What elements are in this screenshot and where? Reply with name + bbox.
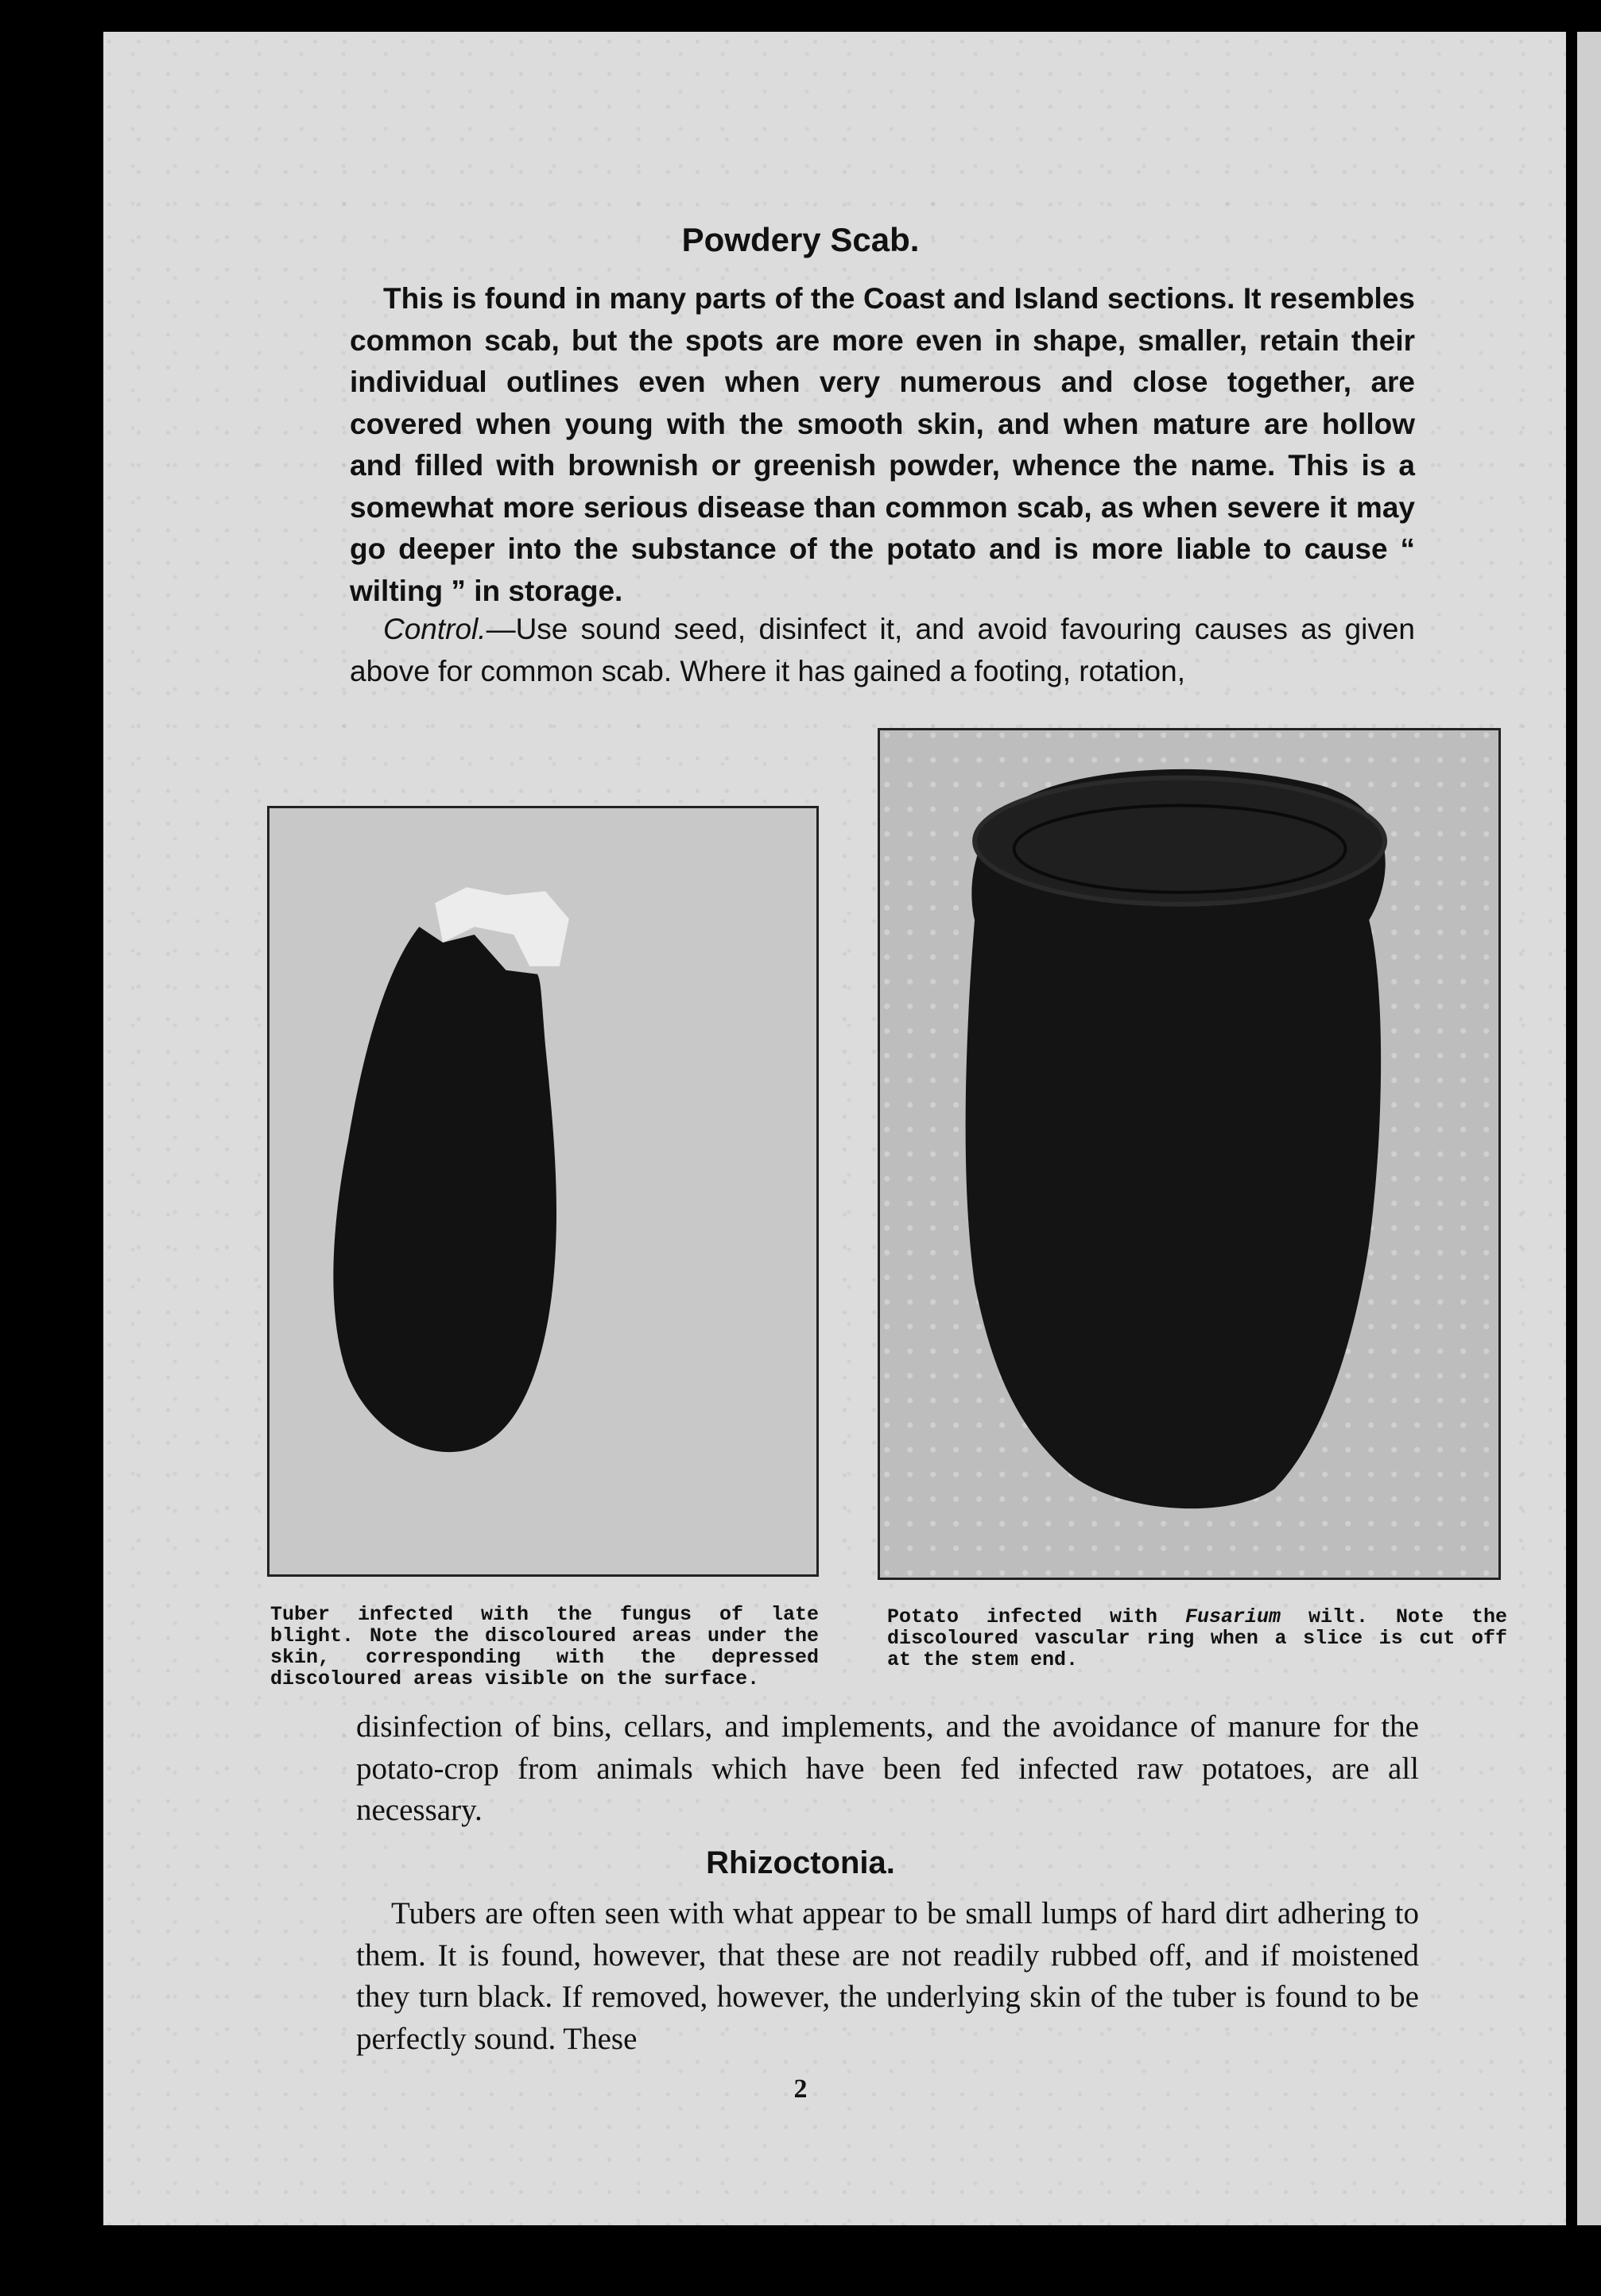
heading-rhizoctonia: Rhizoctonia. [706,1845,895,1880]
tuber-image [269,808,816,1574]
caption-fusarium-start: Potato infected with [887,1605,1185,1628]
caption-late-blight: Tuber infected with the fungus of late blight. Note the discoloured areas under the skin, corresponding with the depressed discoloured areas visible on the surface. [270,1603,819,1690]
control-label: Control. [383,613,487,645]
paragraph-rhizoctonia-description: Tubers are often seen with what appear to be small lumps of hard dirt adhering to them. It is found, however, that these are not readily rubbed off, and if moistened they turn black. If removed, however, the underlying skin of the tuber is found to be perfectly sound. These [356,1896,1419,2056]
page-number: 2 [793,2074,808,2104]
control-text: —Use sound seed, disinfect it, and avoid favouring causes as given above for common scab. Where it has gained a footing, rotation, [350,613,1415,687]
caption-fusarium-wilt [887,1606,1507,1671]
heading-powdery-scab: Powdery Scab. [681,221,920,258]
photo-late-blight-tuber [267,806,819,1577]
paragraph-control [350,609,1415,692]
photo-fusarium-wilt-potato [878,728,1501,1580]
caption-fusarium-end: wilt. Note the discoloured vascular ring when a slice is cut off at the stem end. [887,1605,1507,1671]
adjacent-page-edge [1577,32,1601,2225]
caption-fusarium-italic: Fusarium [1184,1605,1281,1628]
paragraph-control-continued: disinfection of bins, cellars, and implements, and the avoidance of manure for the potato-crop from animals which have been fed infected raw potatoes, are all necessary. [356,1709,1419,1827]
potato-image [880,730,1498,1578]
paragraph-powdery-scab-description: This is found in many parts of the Coast and Island sections. It resembles common scab, but the spots are more even in shape, smaller, retain their individual outlines even when very numerous and close together, are covered when young with the smooth skin, and when mature are hollow and filled with brownish or greenish powder, whence the name. This is a somewhat more serious disease than common scab, as when severe it may go deeper into the substance of the potato and is more liable to cause “ wilting ” in storage. [350,282,1415,607]
